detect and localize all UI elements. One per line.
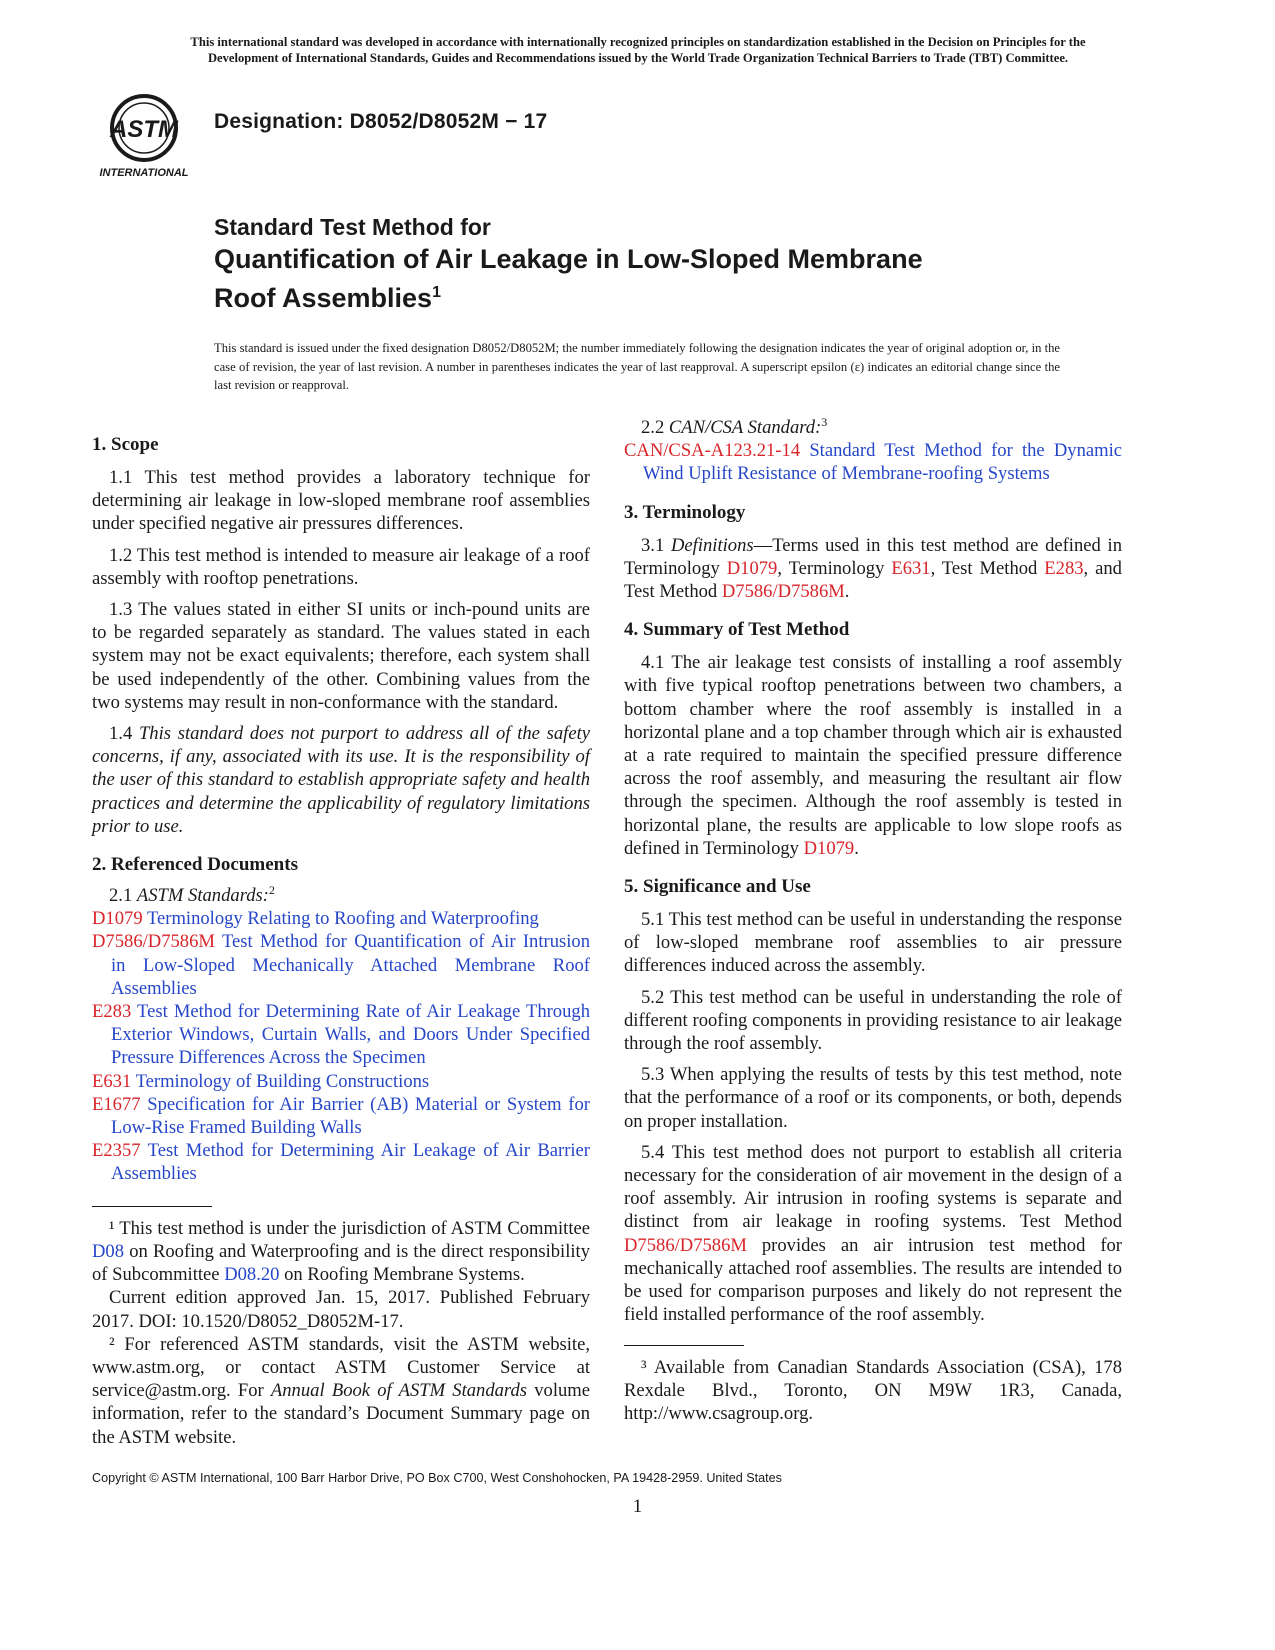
astm-reference-title[interactable]: Terminology Relating to Roofing and Waterproofing: [146, 908, 539, 930]
para-3-1-number: 3.1: [641, 534, 665, 556]
astm-reference-list: [92, 907, 590, 1185]
right-column: [624, 416, 1122, 1425]
astm-logo: [90, 92, 198, 182]
footnote-divider: [92, 1206, 212, 1207]
para-4-1: [624, 651, 1122, 860]
link-e283[interactable]: E283: [1044, 557, 1084, 579]
footnote-2: [92, 1333, 590, 1449]
csa-standard-label: [624, 416, 1122, 439]
left-column: [92, 432, 590, 1449]
para-3-1-text-e: .: [844, 581, 850, 603]
footnote-1-text-a: ¹ This test method is under the jurisdiction of ASTM Committee: [109, 1217, 590, 1239]
csa-standard-number: 2.2: [641, 417, 665, 438]
link-d7586[interactable]: D7586/D7586M: [721, 581, 845, 603]
para-3-1-label: Definitions: [670, 534, 754, 556]
title-line3-text: Roof Assemblies: [214, 283, 433, 313]
para-5-1: 5.1 This test method can be useful in understanding the response of low-sloped membrane roof assemblies to air pressure differences induced across the assembly.: [624, 909, 1122, 977]
section-heading-referenced: 2. Referenced Documents: [92, 854, 298, 876]
header-note-line1: This international standard was developed in accordance with internationally recognized principles on standardization established in the Decision on Principles for the: [190, 35, 1086, 49]
astm-reference-item: [92, 930, 590, 1000]
astm-reference-code[interactable]: E2357: [92, 1140, 141, 1162]
astm-reference-code[interactable]: D1079: [92, 908, 143, 930]
para-3-1-text-a: —Terms used in this test method are defined in Terminology: [624, 534, 1122, 579]
csa-reference-title[interactable]: Standard Test Method for the Dynamic Wind Uplift Resistance of Membrane-roofing Systems: [643, 440, 1122, 485]
astm-reference-code[interactable]: E631: [92, 1070, 132, 1092]
csa-reference-item: [624, 439, 1122, 485]
link-e631[interactable]: E631: [891, 557, 931, 579]
issue-note: This standard is issued under the fixed designation D8052/D8052M; the number immediately following the designation indicates the year of original adoption or, in the case of revision, the year of last revision. A number in parentheses indicates the year of last reapproval. A superscript epsilon (ε) indicates an editorial change since the last revision or reapproval.: [214, 341, 1060, 392]
title-line1: Standard Test Method for: [214, 214, 491, 240]
astm-standards-number: 2.1: [109, 885, 133, 907]
footnote-2-text-a: ² For referenced ASTM standards, visit the ASTM website, www.astm.org, or contact ASTM Customer Service at service@astm.org. For: [92, 1333, 590, 1402]
csa-standard-footnote-mark: 3: [821, 414, 828, 429]
title-line3: [214, 276, 1114, 315]
section-heading-scope: 1. Scope: [92, 434, 159, 455]
para-1-1: 1.1 This test method provides a laboratory technique for determining air leakage in low-sloped membrane roof assemblies under specified negative air pressures differences.: [92, 467, 590, 535]
para-5-2: 5.2 This test method can be useful in understanding the role of different roofing components in providing resistance to air leakage through the roof assembly.: [624, 986, 1122, 1055]
section-heading-summary: 4. Summary of Test Method: [624, 619, 850, 641]
title-footnote-mark: 1: [432, 284, 441, 301]
astm-reference-item: [92, 907, 590, 930]
astm-standards-text: ASTM Standards:: [136, 885, 269, 907]
astm-logo-wordmark: ASTM: [110, 116, 178, 143]
astm-reference-code[interactable]: E1677: [92, 1093, 141, 1115]
footnote-1-edition: Current edition approved Jan. 15, 2017. Published February 2017. DOI: 10.1520/D8052_D8052M-17.: [92, 1287, 590, 1332]
astm-reference-code[interactable]: E283: [92, 1001, 132, 1023]
para-3-1: [624, 534, 1122, 604]
para-5-3: 5.3 When applying the results of tests by this test method, note that the performance of a roof or its components, or both, depends on proper installation.: [624, 1064, 1122, 1132]
astm-reference-item: [92, 1139, 590, 1185]
link-d1079-summary[interactable]: D1079: [803, 837, 855, 859]
para-1-3: 1.3 The values stated in either SI units or inch-pound units are to be regarded separately as standard. The values stated in each system may not be exact equivalents; therefore, each system shall be used independently of the other. Combining values from the two systems may result in non-conformance with the standard.: [92, 599, 590, 713]
copyright-notice: Copyright © ASTM International, 100 Barr Harbor Drive, PO Box C700, West Conshohocken, PA 19428-2959. United States: [92, 1471, 782, 1485]
para-5-4-text: 5.4 This test method does not purport to establish all criteria necessary for the consideration of air movement in the design of a roof assembly. Air intrusion in roofing systems is separate and distinct from air leakage in roofing systems. Test Method: [624, 1141, 1122, 1233]
para-1-4-text: This standard does not purport to address all of the safety concerns, if any, associated with its use. It is the responsibility of the user of this standard to establish appropriate safety and health practices and determine the applicability of regulatory limitations prior to use.: [92, 723, 590, 837]
footnote-1: [92, 1217, 590, 1287]
section-heading-terminology: 3. Terminology: [624, 501, 746, 523]
csa-standard-text: CAN/CSA Standard:: [668, 417, 822, 438]
astm-reference-code[interactable]: D7586/D7586M: [92, 931, 215, 953]
para-5-4-end: provides an air intrusion test method for mechanically attached roof assemblies. The results are intended to be used for comparison purposes and likely do not represent the field installed performance of the roof assembly.: [624, 1234, 1122, 1326]
footnote-1-link-d08[interactable]: D08: [92, 1240, 125, 1262]
designation: Designation: D8052/D8052M − 17: [214, 110, 548, 133]
section-heading-significance: 5. Significance and Use: [624, 876, 811, 898]
header-note: [92, 34, 1184, 66]
para-3-1-text-d: , and Test Method: [624, 557, 1122, 603]
footnote-2-text-b: volume information, refer to the standard’s Document Summary page on the ASTM website.: [92, 1380, 591, 1448]
footnote-2-book-title: Annual Book of ASTM Standards: [270, 1380, 528, 1402]
title-line2: Quantification of Air Leakage in Low-Sloped Membrane: [214, 244, 923, 274]
astm-standards-footnote-mark: 2: [268, 882, 275, 897]
para-5-4: [624, 1141, 1122, 1327]
para-4-1-text: 4.1 The air leakage test consists of installing a roof assembly with five typical rooftop penetrations between two chambers, a bottom chamber where the roof assembly is installed in a horizontal plane and a top chamber through which air is exhausted at a rate required to maintain the specified pressure difference across the roof assembly, and measuring the resultant air flow through the specimen. Although the roof assembly is tested in horizontal plane, the results are applicable to low slope roofs as defined in Terminology: [624, 652, 1122, 859]
para-3-1-text-b: , Terminology: [777, 557, 892, 579]
astm-reference-title[interactable]: Terminology of Building Constructions: [135, 1070, 430, 1092]
csa-reference-code[interactable]: CAN/CSA-A123.21-14: [624, 440, 801, 462]
astm-reference-item: [92, 1070, 590, 1093]
para-3-1-text-c: , Test Method: [930, 557, 1045, 579]
link-d1079[interactable]: D1079: [726, 557, 778, 579]
astm-reference-title[interactable]: Test Method for Determining Rate of Air Leakage Through Exterior Windows, Curtain Walls, and Doors Under Specified Pressure Differences Across the Specimen: [111, 1001, 590, 1069]
astm-reference-title[interactable]: Test Method for Quantification of Air Intrusion in Low-Sloped Mechanically Attached Membrane Roof Assemblies: [111, 931, 591, 999]
footnote-1-text-b: on Roofing and Waterproofing and is the direct responsibility of Subcommittee: [92, 1240, 590, 1286]
para-1-4-number: 1.4: [109, 723, 133, 745]
document-title: [214, 212, 1114, 315]
astm-standards-label: [92, 884, 590, 907]
astm-reference-item: [92, 1093, 590, 1139]
footnote-divider-right: [624, 1345, 744, 1346]
csa-reference-list: [624, 439, 1122, 485]
astm-reference-title[interactable]: Specification for Air Barrier (AB) Material or System for Low-Rise Framed Building Walls: [111, 1093, 590, 1139]
footnote-1-text-c: on Roofing Membrane Systems.: [279, 1264, 525, 1286]
para-4-1-end: .: [854, 837, 859, 859]
astm-logo-subtext: INTERNATIONAL: [99, 167, 189, 179]
footnote-1-link-d08-20[interactable]: D08.20: [224, 1264, 280, 1286]
page-number: 1: [632, 1496, 643, 1517]
para-1-4: [92, 722, 590, 838]
footnote-3: ³ Available from Canadian Standards Association (CSA), 178 Rexdale Blvd., Toronto, ON M9W 1R3, Canada, http://www.csagroup.org.: [624, 1356, 1122, 1424]
para-1-2: 1.2 This test method is intended to measure air leakage of a roof assembly with rooftop penetrations.: [92, 544, 590, 589]
astm-reference-title[interactable]: Test Method for Determining Air Leakage of Air Barrier Assemblies: [111, 1140, 590, 1185]
link-d7586-significance[interactable]: D7586/D7586M: [624, 1234, 747, 1256]
astm-reference-item: [92, 1000, 590, 1070]
header-note-line2: Development of International Standards, Guides and Recommendations issued by the World Trade Organization Technical Barriers to Trade (TBT) Committee.: [207, 51, 1069, 65]
